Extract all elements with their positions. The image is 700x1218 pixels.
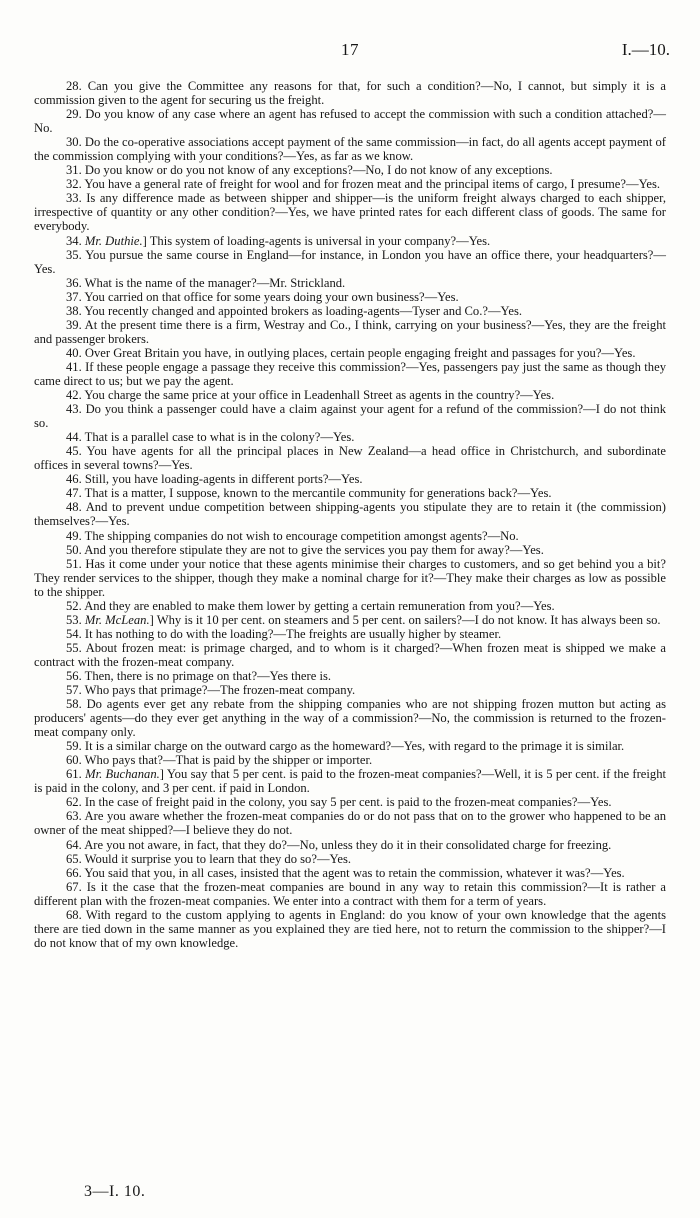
question-paragraph [34,346,666,360]
paragraph-text: 62. In the case of freight paid in the colony, you say 5 per cent. is paid to the frozen-meat companies?—Yes. [66,795,612,810]
paragraph-text: 28. Can you give the Committee any reasons for that, for such a condition?—No, I cannot, but simply it is a commission given to the agent for securing us the freight. [34,79,666,108]
paragraph-text: 29. Do you know of any case where an agent has refused to accept the commission with such a condition attached?—No. [34,107,666,136]
question-number: 34. [66,233,85,248]
question-paragraph [34,430,666,444]
question-paragraph [34,472,666,486]
paragraph-text: 66. You said that you, in all cases, insisted that the agent was to retain the commission, whatever it was?—Yes. [66,865,625,880]
question-paragraph [34,908,666,950]
question-paragraph [34,388,666,402]
paragraph-text: 39. At the present time there is a firm, Westray and Co., I think, carrying on your business?—Yes, they are the freight and passenger brokers. [34,317,666,346]
paragraph-text: 67. Is it the case that the frozen-meat companies are bound in any way to retain this commission?—It is rather a different plan with the frozen-meat companies. We enter into a contract with them for a term of years. [34,879,666,908]
paragraph-text: 59. It is a similar charge on the outward cargo as the homeward?—Yes, with regard to the primage it is similar. [66,739,625,754]
paragraph-text: 58. Do agents ever get any rebate from the shipping companies who are not shipping frozen mutton but acting as producers' agents—do they ever get anything in the way of a commission?—No, the commission is returned to the frozen-meat company only. [34,697,666,740]
printer-signature: 3—I. 10. [84,1183,146,1200]
question-paragraph [34,304,666,318]
question-paragraph [34,683,666,697]
question-paragraph [34,402,666,430]
page-number: 17 [341,40,359,59]
question-paragraph [34,795,666,809]
paragraph-text: 40. Over Great Britain you have, in outlying places, certain people engaging freight and passages for you?—Yes. [66,345,636,360]
question-paragraph [34,838,666,852]
question-paragraph [34,880,666,908]
question-paragraph [34,866,666,880]
question-paragraph [34,753,666,767]
speaker-name: Mr. Duthie. [84,233,143,248]
question-paragraph [34,177,666,191]
question-paragraph [34,360,666,388]
question-paragraph [34,248,666,276]
paragraph-text: 60. Who pays that?—That is paid by the shipper or importer. [66,753,373,768]
paragraph-text: ] Why is it 10 per cent. on steamers and 5 per cent. on sailers?—I do not know. It has always been so. [149,612,661,627]
question-paragraph [34,163,666,177]
paragraph-text: 43. Do you think a passenger could have a claim against your agent for a refund of the commission?—I do not think so. [34,402,666,431]
paragraph-text: ] This system of loading-agents is universal in your company?—Yes. [142,233,491,248]
paragraph-text: 42. You charge the same price at your office in Leadenhall Street as agents in the country?—Yes. [66,388,555,403]
paragraph-text: 55. About frozen meat: is primage charged, and to whom is it charged?—When frozen meat is shipped we make a contract with the frozen-meat company. [34,640,666,669]
question-paragraph [34,500,666,528]
question-paragraph [34,627,666,641]
paragraph-text: 56. Then, there is no primage on that?—Yes there is. [66,668,332,683]
evidence-body [34,79,666,950]
paragraph-text: 44. That is a parallel case to what is in the colony?—Yes. [66,430,355,445]
question-paragraph [34,486,666,500]
paragraph-text: 46. Still, you have loading-agents in different ports?—Yes. [66,472,363,487]
paragraph-text: 54. It has nothing to do with the loading?—The freights are usually higher by steamer. [66,626,502,641]
question-number: 61. [66,767,86,782]
paragraph-text: 36. What is the name of the manager?—Mr. Strickland. [66,275,346,290]
paragraph-text: 37. You carried on that office for some years doing your own business?—Yes. [66,289,459,304]
question-paragraph [34,234,666,248]
question-paragraph [34,641,666,669]
question-paragraph [34,852,666,866]
paragraph-text: 31. Do you know or do you not know of any exceptions?—No, I do not know of any exceptions. [66,163,553,178]
question-paragraph [34,669,666,683]
paragraph-text: 50. And you therefore stipulate they are not to give the services you pay them for away?—Yes. [66,542,544,557]
speaker-name: Mr. McLean. [84,612,150,627]
paragraph-text: 41. If these people engage a passage they receive this commission?—Yes, passengers pay just the same as though they came direct to us; but we pay the agent. [34,359,666,388]
paragraph-text: 48. And to prevent undue competition between shipping-agents you stipulate they are to retain it (the commission) themselves?—Yes. [34,500,666,529]
paragraph-text: 38. You recently changed and appointed brokers as loading-agents—Tyser and Co.?—Yes. [66,303,523,318]
paragraph-text: 52. And they are enabled to make them lower by getting a certain remuneration from you?—Yes. [66,598,555,613]
paragraph-text: 51. Has it come under your notice that these agents minimise their charges to customers, and so get behind you a bit? They render services to the shipper, though they make a nominal charge for it?—They make their charges as low as possible to the shipper. [34,556,666,599]
paragraph-text: ] You say that 5 per cent. is paid to the frozen-meat companies?—Well, it is 5 per cent. if the freight is paid in the colony, and 3 per cent. if paid in London. [34,767,666,796]
question-paragraph [34,543,666,557]
paragraph-text: 49. The shipping companies do not wish to encourage competition amongst agents?—No. [66,528,519,543]
paragraph-text: 30. Do the co-operative associations accept payment of the same commission—in fact, do all agents accept payment of the commission complying with your conditions?—Yes, as far as we know. [34,135,666,164]
paragraph-text: 57. Who pays that primage?—The frozen-meat company. [66,683,356,698]
question-paragraph [34,767,666,795]
question-paragraph [34,697,666,739]
question-paragraph [34,613,666,627]
question-paragraph [34,557,666,599]
paragraph-text: 64. Are you not aware, in fact, that they do?—No, unless they do it in their consolidated charge for freezing. [66,837,612,852]
question-paragraph [34,290,666,304]
paragraph-text: 35. You pursue the same course in England—for instance, in London you have an office there, your headquarters?—Yes. [34,247,666,276]
speaker-name: Mr. Buchanan. [85,767,160,782]
question-paragraph [34,276,666,290]
paper-reference: I.—10. [621,40,670,59]
question-paragraph [34,599,666,613]
question-number: 53. [66,612,85,627]
question-paragraph [34,318,666,346]
question-paragraph [34,739,666,753]
paragraph-text: 63. Are you aware whether the frozen-meat companies do or do not pass that on to the grower who happened to be an owner of the meat shipped?—I believe they do not. [34,809,666,838]
paragraph-text: 45. You have agents for all the principal places in New Zealand—a head office in Christchurch, and subordinate offices in several towns?—Yes. [34,444,666,473]
question-paragraph [34,107,666,135]
paragraph-text: 68. With regard to the custom applying to agents in England: do you know of your own knowledge that the agents there are tied down in the same manner as you explained they are tied here, not to return the commission to the shipper?—I do not know that of my own knowledge. [34,907,666,950]
paragraph-text: 33. Is any difference made as between shipper and shipper—is the uniform freight always charged to each shipper, irrespective of quantity or any other condition?—Yes, we have printed rates for each different class of goods. The same for everybody. [34,191,666,234]
paragraph-text: 32. You have a general rate of freight for wool and for frozen meat and the principal items of cargo, I presume?—Yes. [66,177,661,192]
question-paragraph [34,135,666,163]
question-paragraph [34,444,666,472]
question-paragraph [34,79,666,107]
paragraph-text: 47. That is a matter, I suppose, known to the mercantile community for generations back?—Yes. [66,486,552,501]
question-paragraph [34,191,666,233]
question-paragraph [34,809,666,837]
question-paragraph [34,529,666,543]
paragraph-text: 65. Would it surprise you to learn that they do so?—Yes. [66,851,352,866]
